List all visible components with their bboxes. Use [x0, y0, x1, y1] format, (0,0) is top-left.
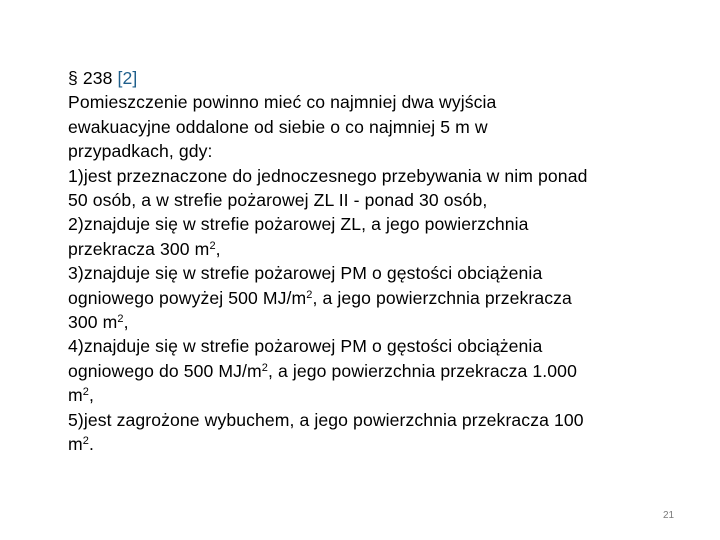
text-fragment: przekracza 300 m [68, 238, 210, 259]
text-fragment: , a jego powierzchnia przekracza 1.000 [268, 360, 577, 381]
text-line [68, 310, 668, 334]
text-line: Pomieszczenie powinno mieć co najmniej dwa wyjścia [68, 92, 497, 113]
superscript: 2 [306, 288, 313, 301]
superscript: 2 [261, 361, 269, 374]
text-fragment: m [68, 385, 83, 406]
text-line: 1)jest przeznaczone do jednoczesnego przebywania w nim ponad [68, 165, 588, 186]
superscript: 2 [209, 239, 216, 252]
text-fragment: 300 m [68, 312, 118, 333]
text-line [68, 237, 668, 261]
superscript: 2 [117, 313, 124, 326]
text-line [68, 432, 668, 456]
text-line: przypadkach, gdy: [68, 141, 213, 162]
text-fragment: ogniowego powyżej 500 MJ/m [68, 287, 307, 308]
text-line: 4)znajduje się w strefie pożarowej PM o gęstości obciążenia [68, 336, 543, 357]
text-line: 5)jest zagrożone wybuchem, a jego powierzchnia przekracza 100 [68, 409, 584, 430]
slide-body-text [68, 66, 668, 457]
text-line: 50 osób, a w strefie pożarowej ZL II - ponad 30 osób, [68, 190, 488, 211]
text-fragment: , [88, 385, 94, 406]
text-line [68, 359, 668, 383]
text-line: 3)znajduje się w strefie pożarowej PM o gęstości obciążenia [68, 263, 543, 284]
text-line [68, 286, 668, 310]
page-number: 21 [663, 510, 675, 521]
text-fragment: ogniowego do 500 MJ/m [68, 360, 262, 381]
text-fragment: , [123, 312, 129, 333]
text-fragment: m [68, 434, 83, 455]
section-symbol: § 238 [68, 68, 113, 88]
text-line: 2)znajduje się w strefie pożarowej ZL, a jego powierzchnia [68, 214, 529, 235]
superscript: 2 [82, 386, 89, 399]
superscript: 2 [82, 435, 89, 448]
text-fragment: , [215, 238, 221, 259]
text-fragment: . [88, 434, 94, 455]
text-line: ewakuacyjne oddalone od siebie o co najmniej 5 m w [68, 116, 488, 137]
text-fragment: , a jego powierzchnia przekracza [312, 287, 572, 308]
section-heading [68, 66, 668, 90]
text-line [68, 383, 668, 407]
section-reference: [2] [117, 68, 138, 88]
